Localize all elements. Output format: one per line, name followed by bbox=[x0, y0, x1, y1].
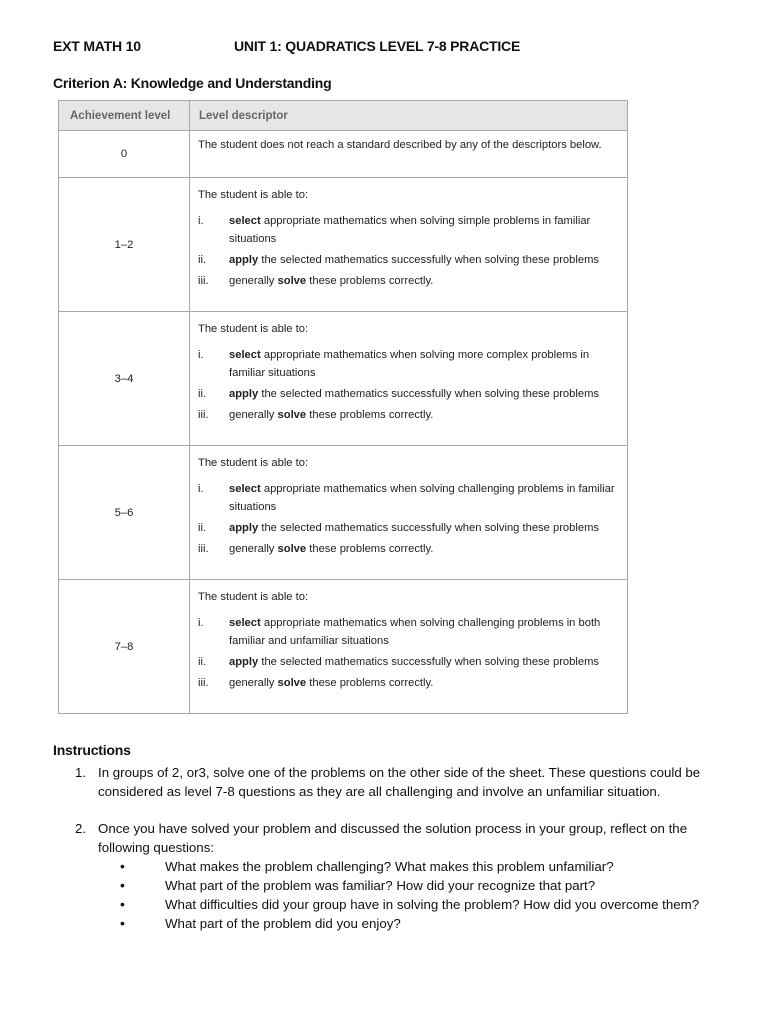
item-rest: appropriate mathematics when solving more complex problems in familiar situations bbox=[229, 349, 590, 379]
descriptor-item bbox=[198, 519, 619, 537]
item-numeral: ii. bbox=[198, 656, 207, 668]
reflection-questions bbox=[75, 857, 725, 933]
item-numeral: ii. bbox=[198, 388, 207, 400]
course-title: EXT MATH 10 bbox=[53, 38, 141, 54]
descriptor-cell bbox=[190, 312, 628, 446]
instructions-heading: Instructions bbox=[53, 742, 131, 758]
item-text bbox=[229, 614, 619, 650]
item-keyword: select bbox=[229, 483, 261, 495]
descriptor-item bbox=[198, 674, 619, 692]
item-rest: appropriate mathematics when solving challenging problems in both familiar and unfamiliar situations bbox=[229, 617, 601, 647]
descriptor-cell bbox=[190, 446, 628, 580]
item-numeral: i. bbox=[198, 617, 204, 629]
instruction-text: In groups of 2, or3, solve one of the problems on the other side of the sheet. These questions could be considered as level 7-8 questions as they are all challenging and involve an unfamiliar situation. bbox=[98, 765, 701, 799]
descriptor-item bbox=[198, 653, 619, 671]
descriptor-cell: The student does not reach a standard described by any of the descriptors below. bbox=[190, 131, 628, 178]
item-text bbox=[229, 480, 619, 516]
instruction-text: Once you have solved your problem and discussed the solution process in your group, reflect on the following questions: bbox=[98, 821, 688, 855]
level-cell: 7–8 bbox=[59, 580, 190, 714]
item-prefix: generally bbox=[229, 543, 278, 555]
question-text: What part of the problem did you enjoy? bbox=[165, 916, 401, 931]
item-numeral: i. bbox=[198, 215, 204, 227]
item-numeral: iii. bbox=[198, 409, 209, 421]
item-prefix: generally bbox=[229, 275, 278, 287]
item-numeral: ii. bbox=[198, 254, 207, 266]
item-numeral: i. bbox=[198, 483, 204, 495]
item-text bbox=[229, 385, 619, 403]
level-cell: 0 bbox=[59, 131, 190, 178]
item-text bbox=[229, 212, 619, 248]
rubric-table bbox=[58, 100, 628, 714]
bullet-icon: • bbox=[120, 915, 125, 931]
item-rest: the selected mathematics successfully when solving these problems bbox=[258, 254, 599, 266]
instruction-number: 2. bbox=[75, 821, 87, 836]
table-header-row bbox=[59, 101, 628, 131]
descriptor-cell bbox=[190, 178, 628, 312]
item-keyword: apply bbox=[229, 656, 259, 668]
item-numeral: i. bbox=[198, 349, 204, 361]
list-item bbox=[75, 857, 725, 876]
descriptor-cell bbox=[190, 580, 628, 714]
item-rest: these problems correctly. bbox=[306, 275, 434, 287]
table-row bbox=[59, 446, 628, 580]
item-keyword: select bbox=[229, 215, 261, 227]
question-text: What difficulties did your group have in solving the problem? How did you overcome them? bbox=[165, 897, 700, 912]
descriptor-item bbox=[198, 540, 619, 558]
item-rest: these problems correctly. bbox=[306, 409, 434, 421]
item-text bbox=[229, 251, 619, 269]
item-numeral: iii. bbox=[198, 543, 209, 555]
item-keyword: apply bbox=[229, 388, 259, 400]
item-text bbox=[229, 406, 619, 424]
table-row bbox=[59, 131, 628, 178]
instruction-number: 1. bbox=[75, 765, 87, 780]
item-keyword: apply bbox=[229, 254, 259, 266]
item-text bbox=[229, 540, 619, 558]
instruction-item-1 bbox=[75, 763, 725, 801]
list-item bbox=[75, 914, 725, 933]
bullet-icon: • bbox=[120, 896, 125, 912]
level-cell: 5–6 bbox=[59, 446, 190, 580]
descriptor-item bbox=[198, 614, 619, 650]
item-keyword: solve bbox=[277, 409, 307, 421]
item-text bbox=[229, 674, 619, 692]
col-level-descriptor: Level descriptor bbox=[190, 101, 628, 131]
item-keyword: select bbox=[229, 349, 261, 361]
item-rest: appropriate mathematics when solving challenging problems in familiar situations bbox=[229, 483, 615, 513]
descriptor-intro: The student is able to: bbox=[198, 457, 309, 469]
level-cell: 1–2 bbox=[59, 178, 190, 312]
descriptor-item bbox=[198, 480, 619, 516]
col-achievement-level: Achievement level bbox=[59, 101, 190, 131]
item-keyword: solve bbox=[277, 677, 307, 689]
descriptor-intro: The student is able to: bbox=[198, 591, 309, 603]
criterion-heading: Criterion A: Knowledge and Understanding bbox=[53, 75, 332, 91]
descriptor-intro: The student is able to: bbox=[198, 323, 309, 335]
item-numeral: iii. bbox=[198, 275, 209, 287]
descriptor-item bbox=[198, 346, 619, 382]
item-numeral: ii. bbox=[198, 522, 207, 534]
unit-title: UNIT 1: QUADRATICS LEVEL 7-8 PRACTICE bbox=[234, 38, 521, 54]
item-rest: the selected mathematics successfully when solving these problems bbox=[258, 388, 599, 400]
descriptor-item bbox=[198, 212, 619, 248]
item-text bbox=[229, 346, 619, 382]
item-rest: these problems correctly. bbox=[306, 543, 434, 555]
table-row bbox=[59, 580, 628, 714]
descriptor-intro: The student is able to: bbox=[198, 189, 309, 201]
descriptor-item bbox=[198, 272, 619, 290]
item-numeral: iii. bbox=[198, 677, 209, 689]
bullet-icon: • bbox=[120, 877, 125, 893]
item-keyword: solve bbox=[277, 543, 307, 555]
instruction-item-2 bbox=[75, 819, 725, 933]
table-row bbox=[59, 178, 628, 312]
item-text bbox=[229, 653, 619, 671]
item-prefix: generally bbox=[229, 677, 278, 689]
bullet-icon: • bbox=[120, 858, 125, 874]
item-text bbox=[229, 519, 619, 537]
descriptor-item bbox=[198, 406, 619, 424]
list-item bbox=[75, 895, 725, 914]
descriptor-item bbox=[198, 385, 619, 403]
item-keyword: apply bbox=[229, 522, 259, 534]
item-rest: these problems correctly. bbox=[306, 677, 434, 689]
item-text bbox=[229, 272, 619, 290]
question-text: What makes the problem challenging? What makes this problem unfamiliar? bbox=[165, 859, 614, 874]
item-keyword: select bbox=[229, 617, 261, 629]
level-cell: 3–4 bbox=[59, 312, 190, 446]
item-rest: the selected mathematics successfully when solving these problems bbox=[258, 656, 599, 668]
question-text: What part of the problem was familiar? How did your recognize that part? bbox=[165, 878, 596, 893]
table-row bbox=[59, 312, 628, 446]
item-keyword: solve bbox=[277, 275, 307, 287]
descriptor-item bbox=[198, 251, 619, 269]
item-rest: the selected mathematics successfully when solving these problems bbox=[258, 522, 599, 534]
list-item bbox=[75, 876, 725, 895]
item-prefix: generally bbox=[229, 409, 278, 421]
item-rest: appropriate mathematics when solving simple problems in familiar situations bbox=[229, 215, 591, 245]
